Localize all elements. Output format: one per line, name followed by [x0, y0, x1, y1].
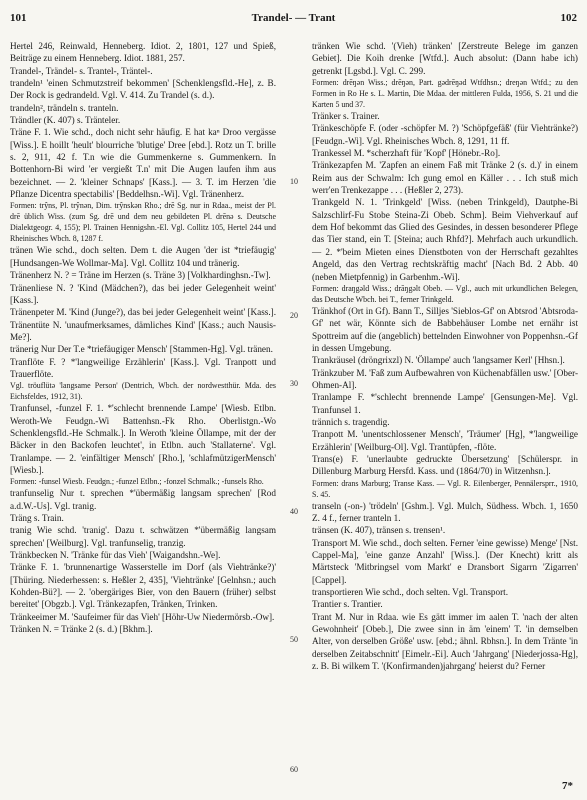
dictionary-entry: Träne F. 1. Wie schd., doch nicht sehr häufig. E hat kaⁿ Droo vergässe [Wiss.]. E hoillt 'heult' blourriche 'blutige' Dree [ebd.]. Rotz un T. brille s. 2, 911, 42 f. T.n wie die Gummenkerne s. Gummenkern. In Bottenhorn-Bi wird 'er vergießt T.n' mit Die Augen laufen ihm aus bezeichnet. — 2. 'kleiner Schnaps' [Kass.]. — 3. T. im Herzen 'die Pflanze Dicentra spectabilis' [Beddelhsn.-Wi]. Vgl. Tränenherz.	[10, 127, 276, 200]
dictionary-entry: Trant M. Nur in Rdaa. wie Es gätt immer im aalen T. 'nach der alten Gewohnheit' [Obeb.], Die zwee sinn in äm 'einem' T. 'in demselben Alter, von derselben Größe' usw. [ebd.; ähnl. Rbhsn.]. In dem Tränte 'in derselben Zeitabschnitt' [Eimelr.-Ei]. Auch 'Jahrgang' [Niederjossa-Hg], z. B. Bi wilkem T. '(Konfirmanden)jahrgang' heierst du? Ferner	[312, 611, 578, 672]
left-column	[10, 40, 276, 635]
dictionary-entry: trandeln², trändeln s. tranteln.	[10, 102, 119, 113]
entry-note: Formen: -funsel Wiesb. Feudgn.; -funzel Etlbn.; -fonzel Schmalk.; -funsels Rho.	[10, 477, 264, 487]
page-header	[10, 12, 577, 28]
dictionary-entry: Tränker s. Trainer.	[312, 111, 380, 122]
dictionary-entry: Tranlampe F. *'schlecht brennende Lampe' [Gensungen-Me]. Vgl. Tranfunsel 1.	[312, 392, 578, 415]
dictionary-entry: Tränenliese N. ? 'Kind (Mädchen?), das bei jeder Gelegenheit weint' [Kass.].	[10, 282, 276, 305]
line-number: 40	[290, 507, 298, 516]
dictionary-entry: Tränenherz N. ? = Träne im Herzen (s. Träne 3) [Volkhardinghsn.-Tw].	[10, 270, 271, 281]
dictionary-entry: Trantier s. Trantier.	[312, 599, 383, 610]
dictionary-entry: Hertel 246, Reinwald, Henneberg. Idiot. 2, 1801, 127 und Spieß, Beiträge zu einem Henneberg. Idiot. 1881, 257.	[10, 41, 276, 64]
dictionary-entry: Transport M. Wie schd., doch selten. Ferner 'eine gewisse) Menge' [Nst. Cappel-Ma], 'eine ganze Anzahl' [Wiss.]. (Der Knecht) kritt als Märtsteck 'Mitbringsel vom Markt' e Dransbort Sigarrn 'Zigarren' [Cappel].	[312, 537, 578, 585]
dictionary-entry: Tranpott M. 'unentschlossener Mensch', 'Träumer' [Hg], *'langweilige Erzählerin' [Weilburg-Ol]. Vgl. Trantüpfen, -flöte.	[312, 429, 578, 452]
dictionary-entry: Tränkzuber M. 'Faß zum Aufbewahren von Küchenabfällen usw.' [Ober-Ohmen-Al].	[312, 367, 579, 390]
entry-note: Formen: drans Marburg; Transe Kass. — Vgl. R. Eilenberger, Pennälersprr., 1910, S. 45.	[312, 478, 578, 499]
dictionary-entry: tränen Wie schd., doch selten. Dem t. die Augen 'der ist *triefäugig' [Hundsangen-We Wollmar-Ma]. Vgl. Collitz 104 und tränerig.	[10, 245, 276, 268]
right-column	[312, 40, 578, 672]
dictionary-entry: Tranflöte F. ? *'langweilige Erzählerin' [Kass.]. Vgl. Tranpott und Trauerflöte.	[10, 356, 276, 379]
entry-note: Formen: trŷns, Pl. trŷnǝn, Dim. trŷnskǝn Rho.; drē Sg. nur in Rdaa., meist der Pl. drē üblich Wiss. (zum Sg. drē und dem neu gebildeten Pl. drēnǝ s. Deutsche Dialektgeogr. 4, 155); Pl. Trainen Hennigshn.-El. Vgl. Collitz 105, Hertel 244 und Rheinisches Wbch. 8, 1287 f.	[10, 201, 276, 244]
dictionary-entry: Tränkeeimer M. 'Saufeimer für das Vieh' [Höhr-Uw Niedermörsb.-Ow].	[10, 611, 275, 622]
line-number: 30	[290, 379, 298, 388]
dictionary-entry: Tranfunsel, -funzel F. 1. *'schlecht brennende Lampe' [Wiesb. Etlbn. Weroth-We Feudgn.-Wi Battenhsn.-Fk Rho. Oberlistgn.-Wo Schenklengsfld.-He Schmalk.]. In Weroth 'kleine Öllampe, mit der der Bäcker in den Backofen leuchtet', in Etlbn. auch 'Stallaterne'. Vgl. Tranlampe. — 2. 'einfältiger Mensch' [Rho.], 'schlafmützigerMensch' [Wiesb.].	[10, 403, 276, 475]
page-number-left: 101	[10, 12, 27, 24]
line-number: 10	[290, 177, 298, 186]
page-number-right: 102	[560, 12, 577, 24]
line-number: 20	[290, 311, 298, 320]
dictionary-entry: trännich s. tragendig.	[312, 416, 390, 427]
dictionary-entry: Trankessel M. *scherzhaft für 'Kopf' [Hönebr.-Ro].	[312, 148, 501, 159]
entry-note: Vgl. tröuflütǝ 'langsame Person' (Dentrich, Wbch. der nordwestthür. Mda. des Eichsfeldes, 1912, 31).	[10, 381, 276, 402]
dictionary-entry: Tränkbecken N. 'Tränke für das Vieh' [Waigandshn.-We].	[10, 550, 221, 561]
dictionary-entry: tränerig Nur Der T.e *triefäugiger Mensch' [Stammen-Hg]. Vgl. tränen.	[10, 344, 273, 355]
dictionary-entry: Tränke F. 1. 'brunnenartige Wasserstelle im Dorf (als Viehtränke?)' [Thüring. Niederhessen: s. Heßler 2, 435], 'Viehtränke' [Gelnhsn.; auch Kohden-Bü?]. — 2. 'obergäriges Bier, von den Bauern (früher) selbst bereitet' [Obgzb.]. Vgl. Tränkezapfen, Tränken, Trinken.	[10, 562, 276, 610]
running-title: Trandel- — Trant	[251, 12, 336, 24]
dictionary-entry: transeln (-on-) 'trödeln' [Gshm.]. Vgl. Mulch, Südhess. Wbch. 1, 1650 Z. 4 f., ferner tranteln 1.	[312, 500, 578, 523]
signature-mark: 7*	[562, 780, 573, 792]
dictionary-entry: transportieren Wie schd., doch selten. Vgl. Transport.	[312, 587, 509, 598]
dictionary-entry: tränken Wie schd. '(Vieh) tränken' [Zerstreute Belege im ganzen Gebiet]. Die Koih drenke [Wtfd.]. Auch absolut: (Dann habe ich) getrenkt [Lgsbd.]. Vgl. C. 299.	[312, 41, 578, 76]
dictionary-entry: Tränkeschöpfe F. (oder -schöpfer M. ?) 'Schöpfgefäß' (für Viehtränke?) [Feudgn.-Wi]. Vgl. Rheinisches Wbch. 8, 1291, 11 ff.	[312, 123, 578, 146]
dictionary-entry: Träng s. Train.	[10, 513, 64, 523]
dictionary-entry: Tränken N. = Tränke 2 (s. d.) [Bkhm.].	[10, 624, 153, 635]
dictionary-entry: Trans(e) F. 'unerlaubte gedruckte Übersetzung' [Schülerspr. in Dillenburg Marburg Hersfd. Kass. und (1864/70) in Witzenhsn.].	[312, 453, 578, 477]
dictionary-entry: Trankräusel (dröngrixzl) N. 'Öllampe' auch 'langsamer Kerl' [Hhsn.].	[312, 355, 565, 366]
entry-note: Formen: draŋgǝld Wiss.; drāŋgǝlt Obeb. — Vgl., auch mit urkundlichen Belegen, das Deutsche Wbch. bei T., ferner Trinkgeld.	[312, 283, 578, 304]
dictionary-entry: tränsen (K. 407), tränsen s. trensen¹.	[312, 525, 446, 536]
dictionary-entry: trandeln¹ 'einen Schmutzstreif bekommen' [Schenklengsfld.-He], z. B. Der Rock is gedrandeld. Vgl. V. 414. Zu Trandel (s. d.).	[10, 78, 276, 101]
entry-note: Formen: drēŋǝn Wiss.; drēŋǝn, Part. gǝdrēŋǝd Wtfdhsn.; dreŋǝn Wtfd.; zu den Formen in Ro He s. L. Martin, Die Mdaa. der mittleren Fulda, 1956, S. 21 und die Karten 5 und 37.	[312, 78, 578, 110]
dictionary-entry: Tränkhof (Ort in Gf). Bann T., Silljes 'Sieblos-Gf' on Abtsrod 'Abtsroda-Gf' net wär, Könnte sich de Babbehäuser Lombe net ernähr ist Spottreim auf die (angeblich) bettelnden Einwohner von Poppenhsn.-Gf in dessen Umgebung.	[312, 305, 578, 353]
line-numbers	[279, 40, 309, 800]
line-number: 50	[290, 635, 298, 644]
dictionary-entry: Trandel-, Trändel- s. Trantel-, Träntel-.	[10, 65, 153, 76]
dictionary-entry: Trankgeld N. 1. 'Trinkgeld' [Wiss. (neben Trinkgeld), Dautphe-Bi Salzschlirf-Fu Stobe Steina-Zi Obeb. Schm]. Beim Viehverkauf auf dem Hof bekommt das Glied des Gesindes, in dessen besonderer Pflege das Tier stand, ein T. [Steina; auch Rhfd?]. Mehrfach auch urkundlich. — 2. *'beim Mieten eines Dienstboten von der Herrschaft gezahltes Angeld, das den Vertrag rechtskräftig macht' [Nach Bd. 2 Abb. 40 (neben Mietpfennig) in Garbenhm.-Wi].	[312, 197, 578, 282]
dictionary-entry: Tränkezapfen M. 'Zapfen an einem Faß mit Tränke 2 (s. d.)' in einem Reim aus der Schwalm: Ich gung emol en Käller . . . Ich stuß mich werr'en Trenkezappe . . . (Heßler 2, 273).	[312, 160, 578, 196]
dictionary-entry: Tränentüte N. 'unaufmerksames, dämliches Kind' [Kass.; auch Nausis-Me?].	[10, 319, 276, 342]
line-number: 60	[290, 765, 298, 774]
dictionary-entry: Trändler (K. 407) s. Tränteler.	[10, 115, 121, 126]
dictionary-entry: tranfunselig Nur t. sprechen *'übermäßig langsam sprechen' [Rod a.d.W.-Us]. Vgl. tranig.	[10, 488, 276, 511]
dictionary-entry: Tränenpeter M. 'Kind (Junge?), das bei jeder Gelegenheit weint' [Kass.].	[10, 307, 277, 318]
dictionary-entry: tranig Wie schd. 'tranig'. Dazu t. schwätzen *'übermäßig langsam sprechen' [Weilburg]. Vgl. tranfunselig, tranzig.	[10, 525, 276, 548]
